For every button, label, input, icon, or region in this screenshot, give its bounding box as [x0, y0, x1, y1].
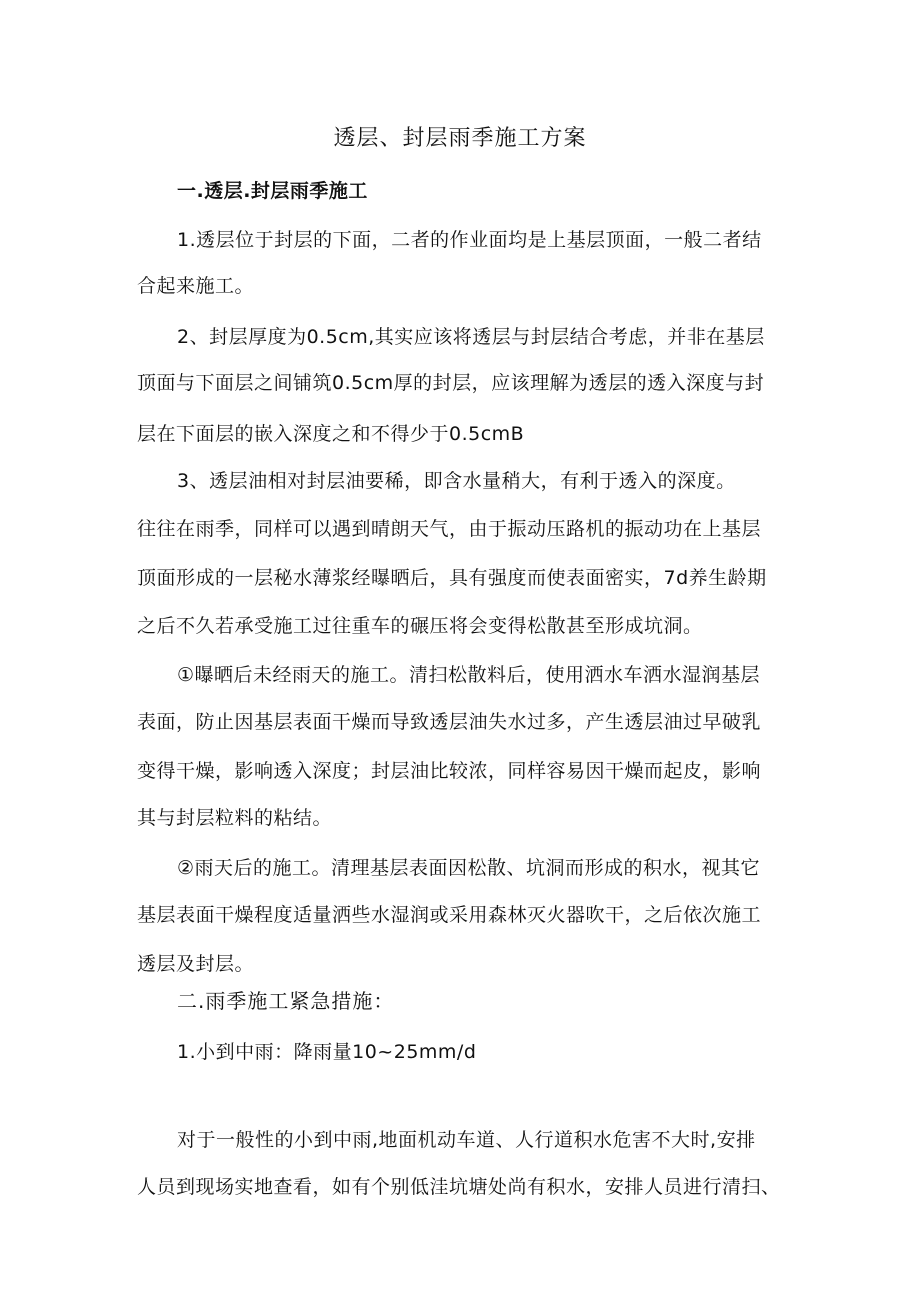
paragraph-3-line-1: 3、透层油相对封层油要稀，即含水量稍大，有利于透入的深度。	[177, 470, 736, 492]
document-title: 透层、封层雨季施工方案	[333, 126, 587, 151]
paragraph-3-line-4: 之后不久若承受施工过往重车的碾压将会变得松散甚至形成坑洞。	[137, 615, 703, 637]
paragraph-5-line-3: 透层及封层。	[137, 953, 255, 975]
subheading-1: 1.小到中雨：降雨量10~25mm/d	[177, 1041, 477, 1063]
paragraph-5-line-2: 基层表面干燥程度适量洒些水湿润或采用森林灭火器吹干，之后依次施工	[137, 904, 762, 926]
paragraph-3-line-3: 顶面形成的一层秘水薄浆经曝晒后，具有强度而使表面密实，7d养生龄期	[137, 567, 767, 589]
section-heading-1: 一.透层.封层雨季施工	[177, 180, 368, 202]
paragraph-4-line-3: 变得干燥，影响透入深度；封层油比较浓，同样容易因干燥而起皮，影响	[137, 760, 762, 782]
paragraph-1-line-2: 合起来施工。	[137, 275, 255, 297]
section-heading-2: 二.雨季施工紧急措施：	[177, 989, 395, 1013]
paragraph-2-line-1: 2、封层厚度为0.5cm,其实应该将透层与封层结合考虑，并非在基层	[177, 326, 765, 348]
paragraph-3-line-2: 往往在雨季，同样可以遇到晴朗天气，由于振动压路机的振动功在上基层	[137, 518, 762, 540]
paragraph-6-line-2: 人员到现场实地查看，如有个别低洼坑塘处尚有积水，安排人员进行清扫、	[137, 1176, 781, 1198]
paragraph-4-line-2: 表面，防止因基层表面干燥而导致透层油失水过多，产生透层油过早破乳	[137, 711, 762, 733]
paragraph-2-line-3: 层在下面层的嵌入深度之和不得少于0.5cmB	[137, 423, 525, 445]
paragraph-1-line-1: 1.透层位于封层的下面，二者的作业面均是上基层顶面，一般二者结	[177, 229, 762, 251]
paragraph-4-line-1: ①曝晒后未经雨天的施工。清扫松散料后，使用洒水车洒水湿润基层	[177, 664, 761, 686]
paragraph-6-line-1: 对于一般性的小到中雨,地面机动车道、人行道积水危害不大时,安排	[177, 1129, 756, 1151]
paragraph-2-line-2: 顶面与下面层之间铺筑0.5cm厚的封层，应该理解为透层的透入深度与封	[137, 372, 765, 394]
paragraph-4-line-4: 其与封层粒料的粘结。	[137, 807, 333, 829]
paragraph-5-line-1: ②雨天后的施工。清理基层表面因松散、坑洞而形成的积水，视其它	[177, 857, 761, 879]
